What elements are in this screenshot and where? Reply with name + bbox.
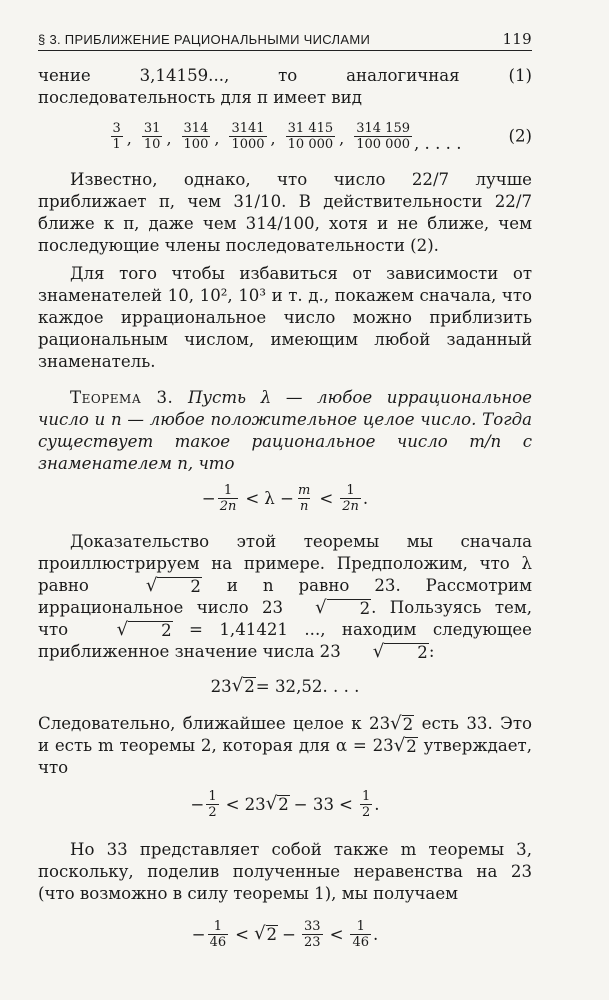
- denominator: 2n: [219, 498, 237, 514]
- text-span: есть 33. Это и есть m теоремы 2, которая для α = 23: [38, 714, 532, 755]
- comma: ,: [270, 128, 276, 148]
- denominator: n: [299, 498, 309, 514]
- less-than: <: [225, 794, 240, 814]
- fraction: [296, 483, 312, 514]
- formula-final-inequality: [38, 905, 532, 963]
- denominator: 10: [143, 136, 161, 152]
- lambda-minus: λ −: [264, 488, 294, 508]
- minus-sign: −: [201, 488, 216, 508]
- radicand: 2: [278, 795, 289, 814]
- numerator: 1: [346, 482, 355, 498]
- numerator: 314 159: [356, 120, 410, 136]
- less-than: <: [245, 488, 260, 508]
- sqrt-2: √ 2: [393, 735, 417, 756]
- denominator: 100 000: [356, 136, 410, 152]
- radicand: 2: [384, 643, 429, 661]
- radicand: 2: [327, 599, 372, 617]
- text-span: Доказательство этой теоремы мы сначала проиллюстрируем на примере. Предположим, что λ равно: [38, 532, 532, 595]
- theorem-label: Теорема 3.: [70, 388, 174, 407]
- denominator: 46: [209, 934, 227, 950]
- radicand: 2: [266, 925, 278, 944]
- sequence-fraction: [286, 121, 336, 152]
- numerator: 3141: [231, 120, 265, 136]
- denominator: 10 000: [287, 136, 334, 152]
- formula-theorem-inequality: [38, 475, 532, 521]
- period: .: [373, 924, 379, 944]
- coefficient: 23: [244, 794, 266, 814]
- numerator: 1: [208, 788, 217, 804]
- sqrt-2: √ 2: [315, 597, 371, 618]
- less-than: <: [339, 794, 353, 814]
- minus-33: − 33: [293, 794, 335, 814]
- formula-theorem2-inequality: [38, 779, 532, 829]
- running-header: [38, 30, 532, 51]
- fraction: [206, 789, 218, 820]
- radicand: 2: [406, 737, 417, 756]
- numerator: 1: [213, 918, 223, 934]
- radicand: 2: [157, 577, 202, 595]
- sequence-fraction: [229, 121, 266, 152]
- sqrt-2: √ 2: [265, 793, 289, 814]
- radicand: 2: [128, 621, 173, 639]
- denominator: 1: [112, 136, 121, 152]
- sqrt-2: √ 2: [116, 619, 172, 640]
- book-page: [38, 30, 532, 963]
- paragraph-theorem3-link: Но 33 представляет собой также m теоремы 3, поскольку, поделив полученные неравенства на 23 (что возможно в силу теоремы 1), мы получаем: [38, 840, 532, 903]
- radicand: 2: [244, 677, 255, 696]
- denominator: 23: [304, 934, 321, 950]
- numerator: 33: [304, 918, 321, 934]
- sequence-fraction: [142, 121, 163, 152]
- sequence-fractions: [109, 121, 414, 152]
- approx-value: = 32,52. . . .: [255, 676, 360, 696]
- radicand: 2: [402, 715, 414, 734]
- equation-number: (2): [508, 126, 532, 146]
- paragraph-denominators: Для того чтобы избавиться от зависимости от знаменателей 10, 10², 10³ и т. д., покажем сначала, что каждое иррациональное число можно приблизить рациональным числом, имеющим любой заданный знаменатель.: [38, 264, 532, 371]
- numerator: 31: [143, 120, 161, 136]
- numerator: 1: [361, 788, 371, 804]
- sequence-fraction: [111, 121, 123, 152]
- sqrt-2: √ 2: [390, 713, 414, 734]
- text-span: Следовательно, ближайшее целое к 23: [38, 714, 391, 733]
- fraction: [340, 483, 361, 514]
- text-span: утверждает, что: [38, 736, 532, 777]
- text-span: :: [428, 642, 435, 661]
- minus-sign: −: [191, 924, 206, 944]
- numerator: 1: [356, 918, 365, 934]
- denominator: 2: [208, 804, 217, 820]
- denominator: 2: [361, 804, 371, 820]
- sequence-formula: [38, 109, 532, 163]
- fraction: [208, 919, 229, 950]
- minus-sign: −: [282, 924, 297, 944]
- less-than: <: [319, 488, 334, 508]
- sequence-fraction: [354, 121, 412, 152]
- coefficient: 23: [210, 676, 232, 696]
- sqrt-2: √ 2: [145, 575, 201, 596]
- denominator: 100: [183, 136, 209, 152]
- sqrt-2: √ 2: [254, 923, 278, 944]
- numerator: m: [298, 482, 311, 498]
- denominator: 1000: [231, 136, 265, 152]
- formula-approx-value: [38, 663, 532, 709]
- period: .: [362, 488, 369, 508]
- paragraph-proof: [38, 531, 532, 663]
- sequence-fraction: [182, 121, 211, 152]
- text-span: = 1,41421 ..., находим следующее приближенное значение числа 23: [38, 620, 532, 661]
- numerator: 1: [223, 482, 233, 498]
- period: .: [374, 794, 380, 814]
- theorem-3: [38, 387, 532, 475]
- minus-sign: −: [190, 794, 205, 814]
- denominator: 46: [352, 934, 370, 950]
- fraction: [350, 919, 371, 950]
- page-number: 119: [502, 30, 532, 48]
- sqrt-2: √ 2: [231, 675, 255, 696]
- comma: ,: [126, 128, 132, 148]
- comma: ,: [166, 128, 172, 148]
- comma: ,: [339, 128, 345, 148]
- text-span: . Пользуясь тем, что: [38, 598, 533, 639]
- section-title: § 3. ПРИБЛИЖЕНИЕ РАЦИОНАЛЬНЫМИ ЧИСЛАМИ: [38, 32, 371, 47]
- comma: ,: [214, 128, 220, 148]
- numerator: 3: [112, 120, 121, 136]
- less-than: <: [235, 924, 250, 944]
- paragraph-nearest-integer: [38, 713, 532, 779]
- numerator: 314: [183, 120, 209, 136]
- theorem-text: Пусть λ — любое иррациональное число и n — любое положительное целое число. Тогда существует такое рациональное число m/n с знаменателем n, что: [38, 388, 532, 473]
- fraction: [302, 919, 323, 950]
- paragraph-intro: чение 3,14159..., то аналогичная (1) последовательность для π имеет вид: [38, 66, 532, 107]
- paragraph-known: Известно, однако, что число 22/7 лучше приближает π, чем 31/10. В действительности 22/7 ближе к π, даже чем 314/100, хотя и не ближе, чем последующие члены последовательности (2).: [38, 170, 532, 255]
- denominator: 2n: [342, 498, 359, 514]
- sqrt-2: √ 2: [372, 641, 428, 662]
- fraction: [360, 789, 372, 820]
- numerator: 31 415: [287, 120, 334, 136]
- less-than: <: [329, 924, 344, 944]
- fraction: [218, 483, 239, 514]
- sequence-tail: , . . . .: [414, 134, 462, 153]
- text-span: и n равно 23. Рассмотрим иррациональное число 23: [38, 576, 532, 617]
